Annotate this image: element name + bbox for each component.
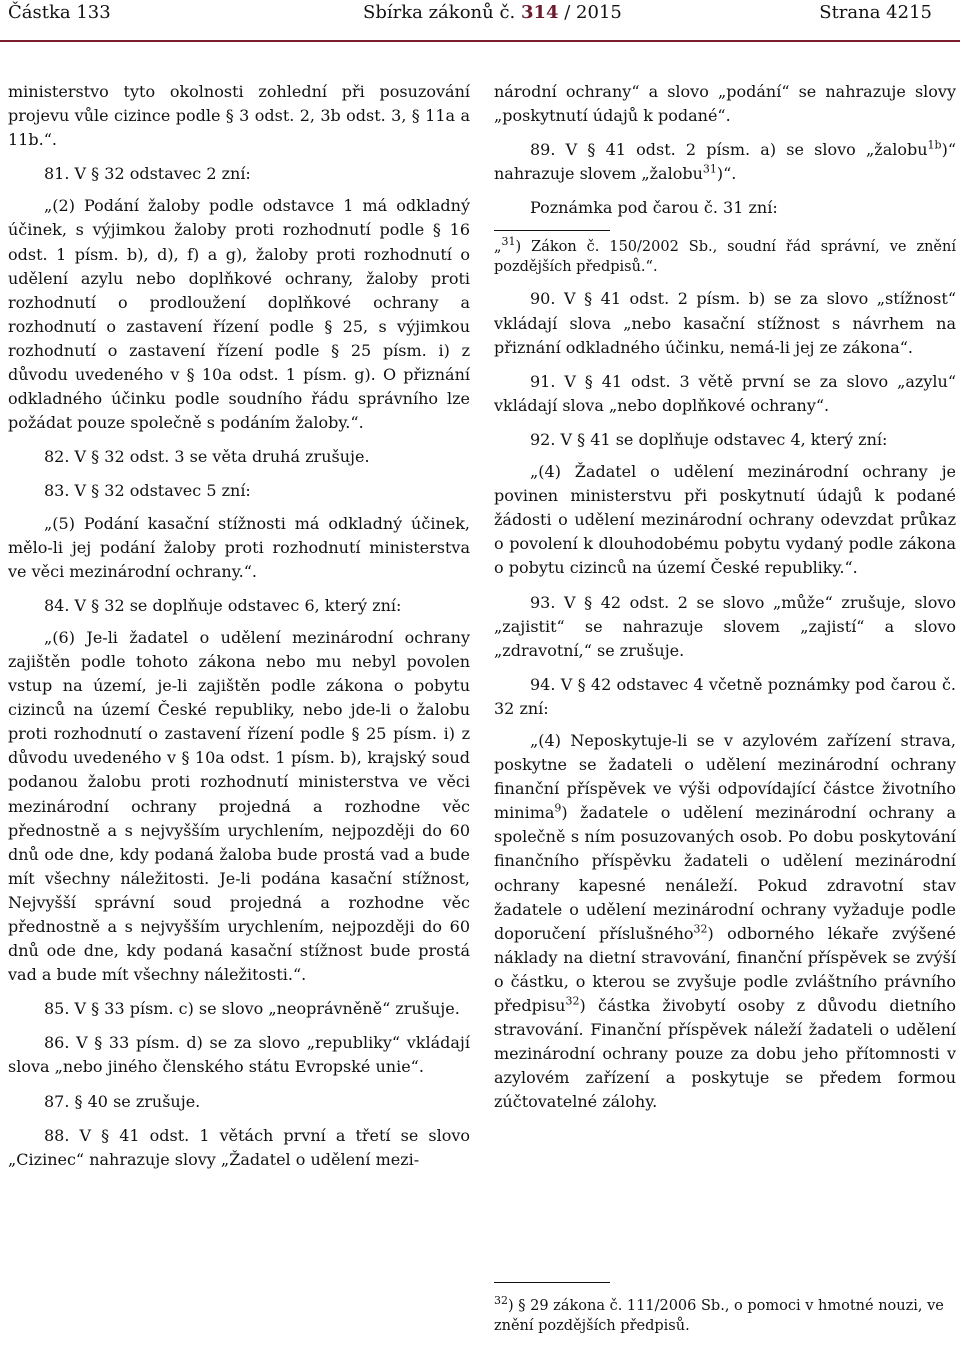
quoted-text: „(4) Neposkytuje-li se v azylovém zařízení strava, poskytne se žadateli o udělení mezinárodní ochrany finanční příspěvek ve výši odpovídající částce životního minima$^9$) žadatele o udělení mezinárodní ochrany a společně s ním posuzovaných osob. Po dobu poskytování finančního příspěvku žadateli o udělení mezinárodní ochrany kapesné nenáleží. Pokud zdravotní stav žadatele o udělení mezinárodní ochrany vyžaduje podle doporučení příslušného$^{32}$) odborného lékaře zvýšené náklady na dietní stravování, finanční příspěvek se zvýší o částku, o kterou se zvyšuje podle zvláštního právního předpisu$^{32}$) částka živobytí osoby z důvodu dietního stravování. Finanční příspěvek náleží žadateli o udělení mezinárodní ochrany pouze za dobu jeho přítomnosti v azylovém zařízení a poskytuje se předem formou zúčtovatelné zálohy. [494,730,956,1112]
header-divider [0,40,960,42]
amendment-86: 86. V § 33 písm. d) se za slovo „republiky“ vkládají slova „nebo jiného členského státu Evropské unie“. [8,1033,470,1077]
issue-label: Částka 133 [8,2,111,23]
collection-label: Sbírka zákonů č. 314 / 2015 [363,2,622,23]
footnote-divider [494,230,610,231]
amendment-84: 84. V § 32 se doplňuje odstavec 6, který zní: [44,595,402,615]
footnote-divider [494,1282,610,1283]
law-number: 314 [520,2,559,23]
paragraph: ministerstvo tyto okolnosti zohlední při posuzování projevu vůle cizince podle § 3 odst. 2, 3b odst. 3, § 11a a 11b.“. [8,82,470,150]
amendment-81: 81. V § 32 odstavec 2 zní: [44,164,251,184]
amendment-91: 91. V § 41 odst. 3 větě první se za slovo „azylu“ vkládají slova „nebo doplňkové ochrany“. [494,371,956,415]
amendment-87: 87. § 40 se zrušuje. [44,1091,201,1111]
footnote-31: „$^{31}$) Zákon č. 150/2002 Sb., soudní řád správní, ve znění pozdějších předpisů.“. [494,235,956,276]
left-column [8,80,470,1172]
quoted-text: „(6) Je-li žadatel o udělení mezinárodní ochrany zajištěn podle tohoto zákona nebo mu nebyl povolen vstup na území, je-li zajištěn podle zákona o pobytu cizinců na území České republiky, nebo jde-li o žalobu proti rozhodnutí o zastavení řízení podle § 25 písm. i) z důvodu uvedeného v § 10a odst. 1 písm. b), krajský soud podanou žalobu proti rozhodnutí ministerstva ve věci mezinárodní ochrany projedná a rozhodne věc přednostně a s nejvyšším urychlením, nejpozději do 60 dnů ode dne, kdy podaná žaloba bude prostá vad a bude mít všechny náležitosti. Je-li podána kasační stížnost, Nejvyšší správní soud projedná a rozhodne věc přednostně a s nejvyšším urychlením, nejpozději do 60 dnů ode dne, kdy podaná kasační stížnost bude prostá vad a bude mít všechny náležitosti.“. [8,627,470,985]
amendment-93: 93. V § 42 odst. 2 se slovo „může“ zrušuje, slovo „zajistit“ se nahrazuje slovem „zajistí“ a slovo „zdravotní,“ se zrušuje. [494,592,956,660]
amendment-82: 82. V § 32 odst. 3 se věta druhá zrušuje. [44,447,370,467]
page-number: Strana 4215 [819,2,932,23]
quoted-text: „(2) Podání žaloby podle odstavce 1 má odkladný účinek, s výjimkou žaloby proti rozhodnutí podle § 16 odst. 1 písm. b), d), f) a g), žaloby proti rozhodnutí o udělení azylu nebo doplňkové ochrany, žaloby proti rozhodnutí o prodloužení doplňkové ochrany a rozhodnutí o zastavení řízení podle § 25, s výjimkou rozhodnutí o zastavení řízení podle § 25 písm. i) z důvodu uvedeného v § 10a odst. 1 písm. g). O přiznání odkladného účinku podle soudního řádu správního lze požádat pouze společně s podáním žaloby.“. [8,196,470,433]
quoted-text: „(4) Žadatel o udělení mezinárodní ochrany je povinen ministerstvu při poskytnutí údajů k podané žádosti o udělení mezinárodní ochrany odevzdat průkaz o povolení k dlouhodobému pobytu vydaný podle zákona o pobytu cizinců na území České republiky.“. [494,462,956,578]
amendment-94: 94. V § 42 odstavec 4 včetně poznámky pod čarou č. 32 zní: [494,674,956,718]
paragraph: národní ochrany“ a slovo „podání“ se nahrazuje slovy „poskytnutí údajů k podané“. [494,82,956,126]
page-header [8,2,952,32]
footnote-32: $^{32}$) § 29 zákona č. 111/2006 Sb., o pomoci v hmotné nouzi, ve znění pozdějších předpisů. [494,1294,944,1334]
amendment-92: 92. V § 41 se doplňuje odstavec 4, který zní: [530,429,888,449]
right-column [494,80,956,1114]
amendment-85: 85. V § 33 písm. c) se slovo „neoprávněně“ zrušuje. [44,999,460,1019]
amendment-89: 89. V § 41 odst. 2 písm. a) se slovo „žalobu$^{1b}$)“ nahrazuje slovem „žalobu$^{31}$)“. [494,138,956,184]
quoted-text: „(5) Podání kasační stížnosti má odkladný účinek, mělo-li jej podání žaloby proti rozhodnutí ministerstva ve věci mezinárodní ochrany.“. [8,513,470,581]
amendment-83: 83. V § 32 odstavec 5 zní: [44,481,251,501]
amendment-88: 88. V § 41 odst. 1 větách první a třetí se slovo „Cizinec“ nahrazuje slovy „Žadatel o udělení mezi- [8,1125,470,1169]
amendment-90: 90. V § 41 odst. 2 písm. b) se za slovo „stížnost“ vkládají slova „nebo kasační stížnost s návrhem na přiznání odkladného účinku, nemá-li jej ze zákona“. [494,289,956,357]
footnote-intro: Poznámka pod čarou č. 31 zní: [530,198,778,218]
